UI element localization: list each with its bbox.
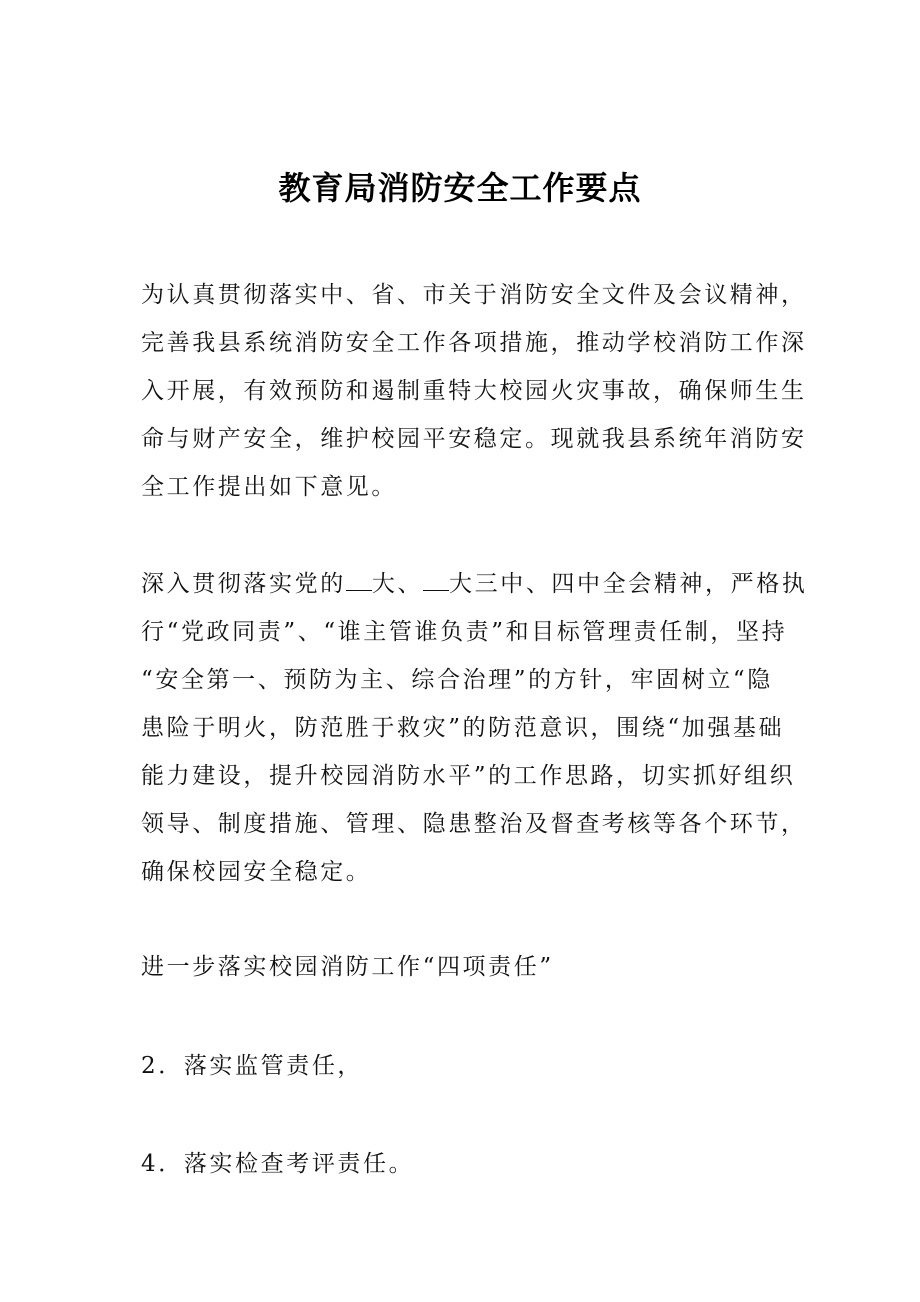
guideline-line [141,560,808,608]
guideline-line: 领导、制度措施、管理、隐患整治及督查考核等各个环节， [141,811,807,837]
intro-line: 命与财产安全，维护校园平安稳定。现就我县系统年消防安 [141,426,807,452]
guideline-line: 行“党政同责”、“谁主管谁负责”和目标管理责任制，坚持 [141,619,788,645]
guideline-line: “安全第一、预防为主、综合治理”的方针，牢固树立“隐 [141,667,773,693]
intro-line: 全工作提出如下意见。 [141,474,397,500]
intro-line: 入开展，有效预防和遏制重特大校园火灾事故，确保师生生 [141,378,807,404]
section-heading: 进一步落实校园消防工作“四项责任” [141,954,554,980]
intro-line: 为认真贯彻落实中、省、市关于消防安全文件及会议精神， [141,282,807,308]
list-item: 2．落实监管责任， [141,1053,364,1079]
list-item: 4．落实检查考评责任。 [141,1151,415,1177]
guideline-text: 深入贯彻落实党的 [141,571,346,597]
guideline-line: 患险于明火，防范胜于救灾”的防范意识，围绕“加强基础 [141,715,785,741]
guideline-line: 确保校园安全稳定。 [141,859,372,885]
guideline-paragraph [141,560,808,896]
intro-line: 完善我县系统消防安全工作各项措施，推动学校消防工作深 [141,330,807,356]
guideline-line: 能力建设，提升校园消防水平”的工作思路，切实抓好组织 [141,763,796,789]
document-title: 教育局消防安全工作要点 [278,169,642,208]
blank-underline [423,590,449,591]
guideline-text: 大、 [371,571,424,597]
blank-underline [346,590,372,591]
intro-paragraph [141,271,807,511]
guideline-text: 大三中、四中全会精神，严格执 [449,571,808,597]
